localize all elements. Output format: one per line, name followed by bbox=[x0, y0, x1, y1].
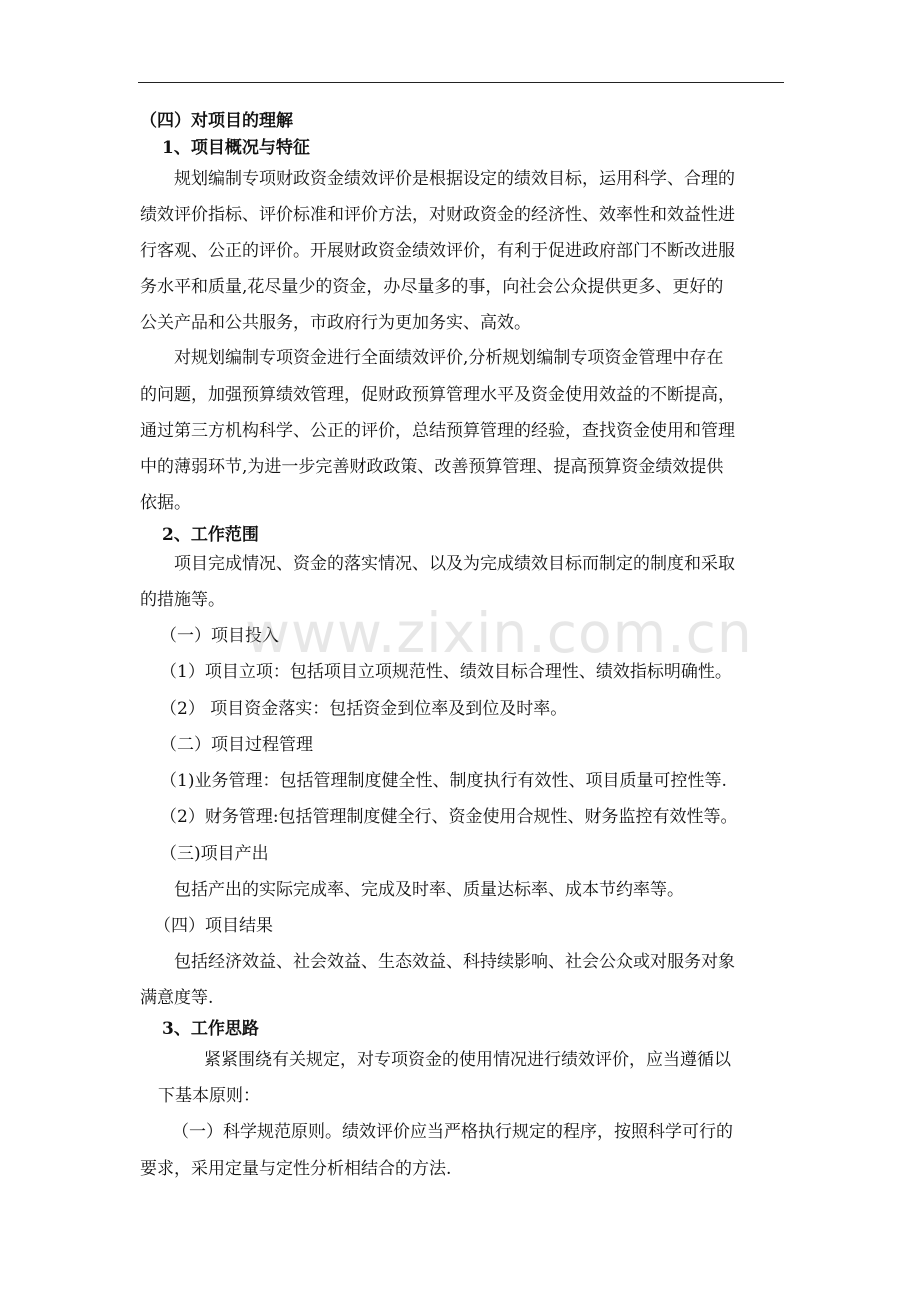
overview-para1-line: 行客观、公正的评价。开展财政资金绩效评价，有利于促进政府部门不断改进服 bbox=[140, 241, 735, 261]
header-rule bbox=[138, 82, 784, 83]
scope-heading: 2、工作范围 bbox=[162, 525, 259, 545]
approach-para1-line: 紧紧围绕有关规定，对专项资金的使用情况进行绩效评价，应当遵循以 bbox=[204, 1050, 731, 1070]
scope-item: （四）项目结果 bbox=[154, 916, 273, 936]
scope-item: （1)业务管理：包括管理制度健全性、制度执行有效性、项目质量可控性等. bbox=[160, 771, 727, 791]
scope-item: （一）项目投入 bbox=[160, 626, 279, 646]
overview-para2-line: 通过第三方机构科学、公正的评价，总结预算管理的经验，查找资金使用和管理 bbox=[140, 421, 735, 441]
section-title: （四）对项目的理解 bbox=[140, 111, 293, 131]
approach-para2-line: （一）科学规范原则。绩效评价应当严格执行规定的程序，按照科学可行的 bbox=[172, 1122, 733, 1142]
approach-heading: 3、工作思路 bbox=[162, 1019, 259, 1039]
scope-item: （1）项目立项：包括项目立项规范性、绩效目标合理性、绩效指标明确性。 bbox=[160, 662, 732, 682]
scope-item: 包括产出的实际完成率、完成及时率、质量达标率、成本节约率等。 bbox=[174, 880, 684, 900]
scope-result-line: 包括经济效益、社会效益、生态效益、科持续影响、社会公众或对服务对象 bbox=[174, 952, 735, 972]
scope-result-line: 满意度等. bbox=[140, 988, 214, 1008]
overview-para2-line: 的问题，加强预算绩效管理，促财政预算管理水平及资金使用效益的不断提高， bbox=[140, 385, 735, 405]
approach-para2-line: 要求，采用定量与定性分析相结合的方法. bbox=[140, 1159, 452, 1179]
scope-item: （二）项目过程管理 bbox=[160, 735, 313, 755]
overview-para2-line: 依据。 bbox=[140, 493, 191, 513]
overview-para1-line: 公关产品和公共服务，市政府行为更加务实、高效。 bbox=[140, 313, 531, 333]
overview-heading: 1、项目概况与特征 bbox=[162, 138, 310, 158]
scope-item: （2） 项目资金落实：包括资金到位率及到位及时率。 bbox=[160, 699, 568, 719]
scope-intro-line: 项目完成情况、资金的落实情况、以及为完成绩效目标而制定的制度和采取 bbox=[174, 554, 735, 574]
approach-para1-line: 下基本原则： bbox=[158, 1086, 260, 1106]
scope-item: （三)项目产出 bbox=[160, 844, 269, 864]
overview-para2-line: 中的薄弱环节,为进一步完善财政政策、改善预算管理、提高预算资金绩效提供 bbox=[140, 457, 724, 477]
overview-para1-line: 绩效评价指标、评价标准和评价方法，对财政资金的经济性、效率性和效益性进 bbox=[140, 205, 735, 225]
overview-para1-line: 规划编制专项财政资金绩效评价是根据设定的绩效目标，运用科学、合理的 bbox=[174, 169, 735, 189]
scope-intro-line: 的措施等。 bbox=[140, 590, 225, 610]
watermark-text: www.zixin.com.cn bbox=[245, 601, 753, 665]
scope-item: （2）财务管理:包括管理制度健全行、资金使用合规性、财务监控有效性等。 bbox=[160, 807, 738, 827]
overview-para2-line: 对规划编制专项资金进行全面绩效评价,分析规划编制专项资金管理中存在 bbox=[174, 348, 724, 368]
overview-para1-line: 务水平和质量,花尽量少的资金，办尽量多的事，向社会公众提供更多、更好的 bbox=[140, 277, 724, 297]
